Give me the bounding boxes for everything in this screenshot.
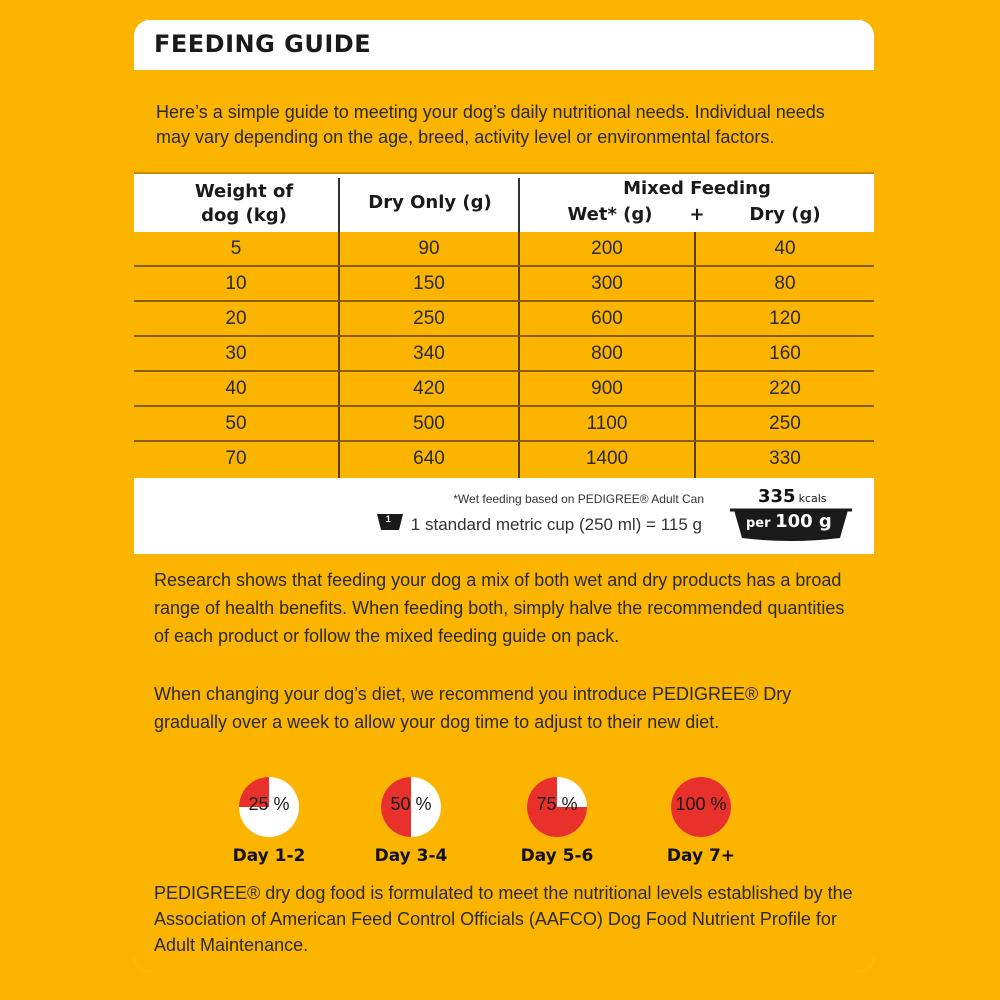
cell-dry-only: 90 <box>418 238 440 259</box>
cell-dry: 250 <box>769 413 801 434</box>
kcal-amount: 100 g <box>775 511 832 532</box>
footnote-strip <box>134 478 874 554</box>
table-row <box>134 372 874 407</box>
header-divider-2 <box>518 178 520 232</box>
cup-icon <box>375 512 411 537</box>
cup-number: 1 <box>385 514 391 524</box>
transition-day <box>502 772 612 866</box>
cell-dry-only: 340 <box>413 343 445 364</box>
percent-label: 25 % <box>248 794 290 814</box>
cell-weight: 30 <box>225 343 247 364</box>
cell-weight: 40 <box>225 378 247 399</box>
intro-text: Here’s a simple guide to meeting your dog’s daily nutritional needs. Individual needs may vary depending on the age, breed, activity level or environmental factors. <box>156 102 825 147</box>
cell-dry: 80 <box>774 273 796 294</box>
feeding-guide-card <box>134 20 874 972</box>
cell-weight: 5 <box>230 238 242 259</box>
day-label: Day 5-6 <box>520 846 594 866</box>
header-wet: Wet* (g) <box>567 204 653 225</box>
aafco-statement: PEDIGREE® dry dog food is formulated to meet the nutritional levels established by the Association of American Feed Control Officials (AAFCO) Dog Food Nutrient Profile for Adult Maintenance. <box>154 883 853 955</box>
header-plus: + <box>689 204 705 225</box>
cell-weight: 20 <box>225 308 247 329</box>
kcal-unit: kcals <box>798 492 827 505</box>
cell-wet: 600 <box>591 308 623 329</box>
wet-feeding-note: *Wet feeding based on PEDIGREE® Adult Can <box>453 492 704 506</box>
table-row <box>134 302 874 337</box>
cell-wet: 300 <box>591 273 623 294</box>
cell-dry: 40 <box>774 238 796 259</box>
kcal-value-line <box>758 486 827 507</box>
cell-dry-only: 420 <box>413 378 445 399</box>
cell-wet: 1400 <box>585 448 629 469</box>
transition-day <box>356 772 466 866</box>
kcal-per-line <box>746 511 832 532</box>
table-row <box>134 337 874 372</box>
header-weight-line1: Weight of <box>194 181 294 202</box>
day-label: Day 7+ <box>666 846 736 866</box>
title-bar <box>134 20 874 70</box>
research-paragraph: Research shows that feeding your dog a mix of both wet and dry products has a broad range of health benefits. When feeding both, simply halve the recommended quantities of each product or follow the mixed feeding guide on pack. <box>154 570 845 646</box>
cell-dry: 120 <box>769 308 801 329</box>
feeding-table-body <box>134 232 874 478</box>
cell-dry-only: 250 <box>413 308 445 329</box>
page-title: FEEDING GUIDE <box>154 30 372 58</box>
cell-dry: 160 <box>769 343 801 364</box>
table-row <box>134 442 874 477</box>
header-dry-only: Dry Only (g) <box>368 192 492 213</box>
cell-wet: 900 <box>591 378 623 399</box>
kcal-per: per <box>746 516 771 531</box>
cell-wet: 1100 <box>586 413 628 434</box>
cell-dry: 330 <box>769 448 801 469</box>
header-divider-1 <box>338 178 340 232</box>
cell-wet: 200 <box>591 238 623 259</box>
table-row <box>134 232 874 267</box>
cup-measure-line <box>375 512 702 537</box>
table-row <box>134 407 874 442</box>
header-weight <box>154 180 334 228</box>
cell-dry-only: 150 <box>413 273 445 294</box>
percent-label: 50 % <box>390 794 432 814</box>
cell-weight: 10 <box>225 273 247 294</box>
cell-weight: 70 <box>225 448 247 469</box>
percent-label: 100 % <box>675 794 727 814</box>
header-mixed-feeding: Mixed Feeding <box>623 178 771 199</box>
percent-label: 75 % <box>536 794 578 814</box>
cup-text: 1 standard metric cup (250 ml) = 115 g <box>410 514 702 534</box>
cell-wet: 800 <box>591 343 623 364</box>
cell-dry: 220 <box>769 378 801 399</box>
cell-weight: 50 <box>225 413 247 434</box>
diet-change-paragraph: When changing your dog’s diet, we recommend you introduce PEDIGREE® Dry gradually over a week to allow your dog time to adjust to their new diet. <box>154 684 792 732</box>
table-header <box>134 174 874 232</box>
transition-day <box>646 772 756 866</box>
table-row <box>134 267 874 302</box>
header-dry: Dry (g) <box>749 204 821 225</box>
cell-dry-only: 500 <box>413 413 445 434</box>
day-label: Day 1-2 <box>232 846 306 866</box>
kcal-badge <box>730 486 870 546</box>
day-label: Day 3-4 <box>374 846 448 866</box>
intro-box <box>134 70 874 174</box>
transition-day <box>214 772 324 866</box>
cell-dry-only: 640 <box>413 448 445 469</box>
kcal-value: 335 <box>758 486 796 507</box>
header-weight-line2: dog (kg) <box>201 205 287 226</box>
